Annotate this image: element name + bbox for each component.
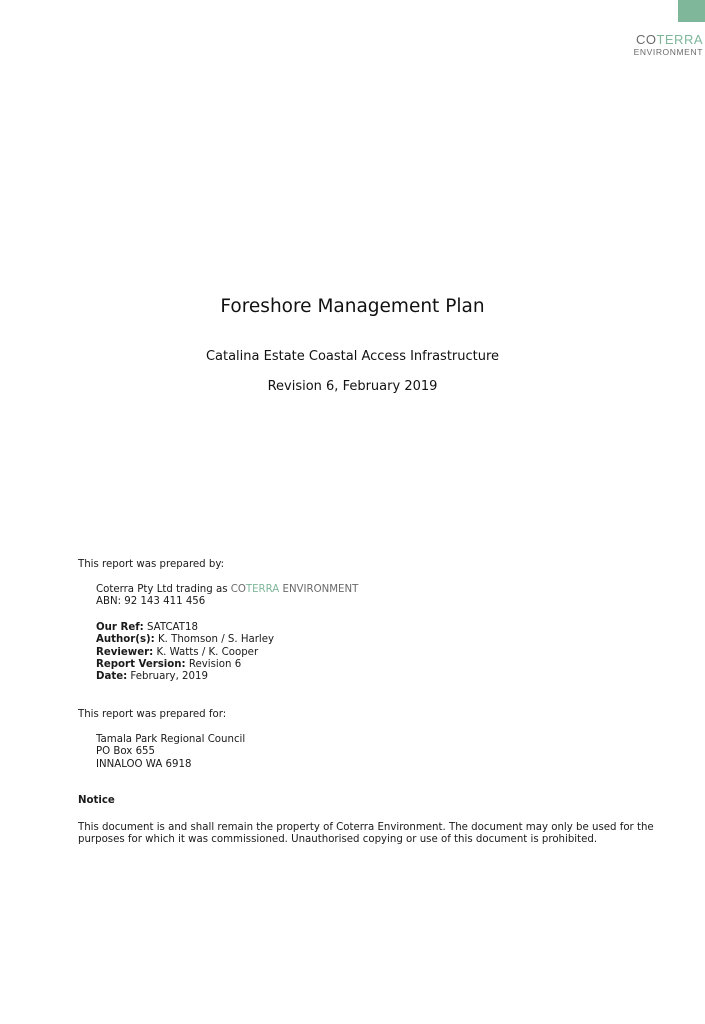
reviewer-value: K. Watts / K. Cooper [153,646,259,658]
notice-line-1: This document is and shall remain the property of Coterra Environment. The document may only be used for the [78,822,654,833]
reviewer-row [96,647,274,659]
document-title: Foreshore Management Plan [220,296,485,317]
logo-terra-text: TERRA [656,32,703,47]
notice-line-2: purposes for which it was commissioned. Unauthorised copying or use of this document is prohibited. [78,834,598,846]
date-label: Date: [96,671,128,683]
our-ref-row [96,622,274,634]
prepared-by-block [96,584,358,609]
version-row [96,659,274,671]
authors-value: K. Thomson / S. Harley [154,634,275,646]
brand-environment: ENVIRONMENT [279,584,359,595]
logo-subtitle: ENVIRONMENT [633,47,703,57]
our-ref-value: SATCAT18 [143,622,198,633]
coterra-logo [634,33,703,57]
date-value: February, 2019 [127,671,208,683]
version-label: Report Version: [96,658,186,670]
address-line-2: PO Box 655 [96,746,156,758]
abn-line: ABN: 92 143 411 456 [96,596,206,608]
our-ref-label: Our Ref: [96,622,144,633]
report-details [96,622,274,683]
prepared-for-heading: This report was prepared for: [78,709,227,720]
document-revision: Revision 6, February 2019 [267,379,438,394]
brand-co: CO [230,584,246,595]
logo-wordmark [634,33,703,47]
authors-row [96,634,274,646]
version-value: Revision 6 [185,658,242,670]
company-line [96,584,358,596]
reviewer-label: Reviewer: [96,646,154,658]
notice-heading: Notice [78,795,115,806]
prepared-by-heading: This report was prepared by: [78,559,225,570]
brand-terra: TERRA [245,584,280,595]
logo-co-text: CO [635,32,657,47]
address-line-1: Tamala Park Regional Council [96,734,246,745]
company-prefix: Coterra Pty Ltd trading as [96,584,231,595]
authors-label: Author(s): [96,634,155,646]
corner-accent-block [678,0,705,22]
notice-text [78,822,688,847]
date-row [96,671,274,683]
address-line-3: INNALOO WA 6918 [96,758,192,770]
document-subtitle: Catalina Estate Coastal Access Infrastructure [205,349,500,364]
prepared-for-address [96,734,245,771]
